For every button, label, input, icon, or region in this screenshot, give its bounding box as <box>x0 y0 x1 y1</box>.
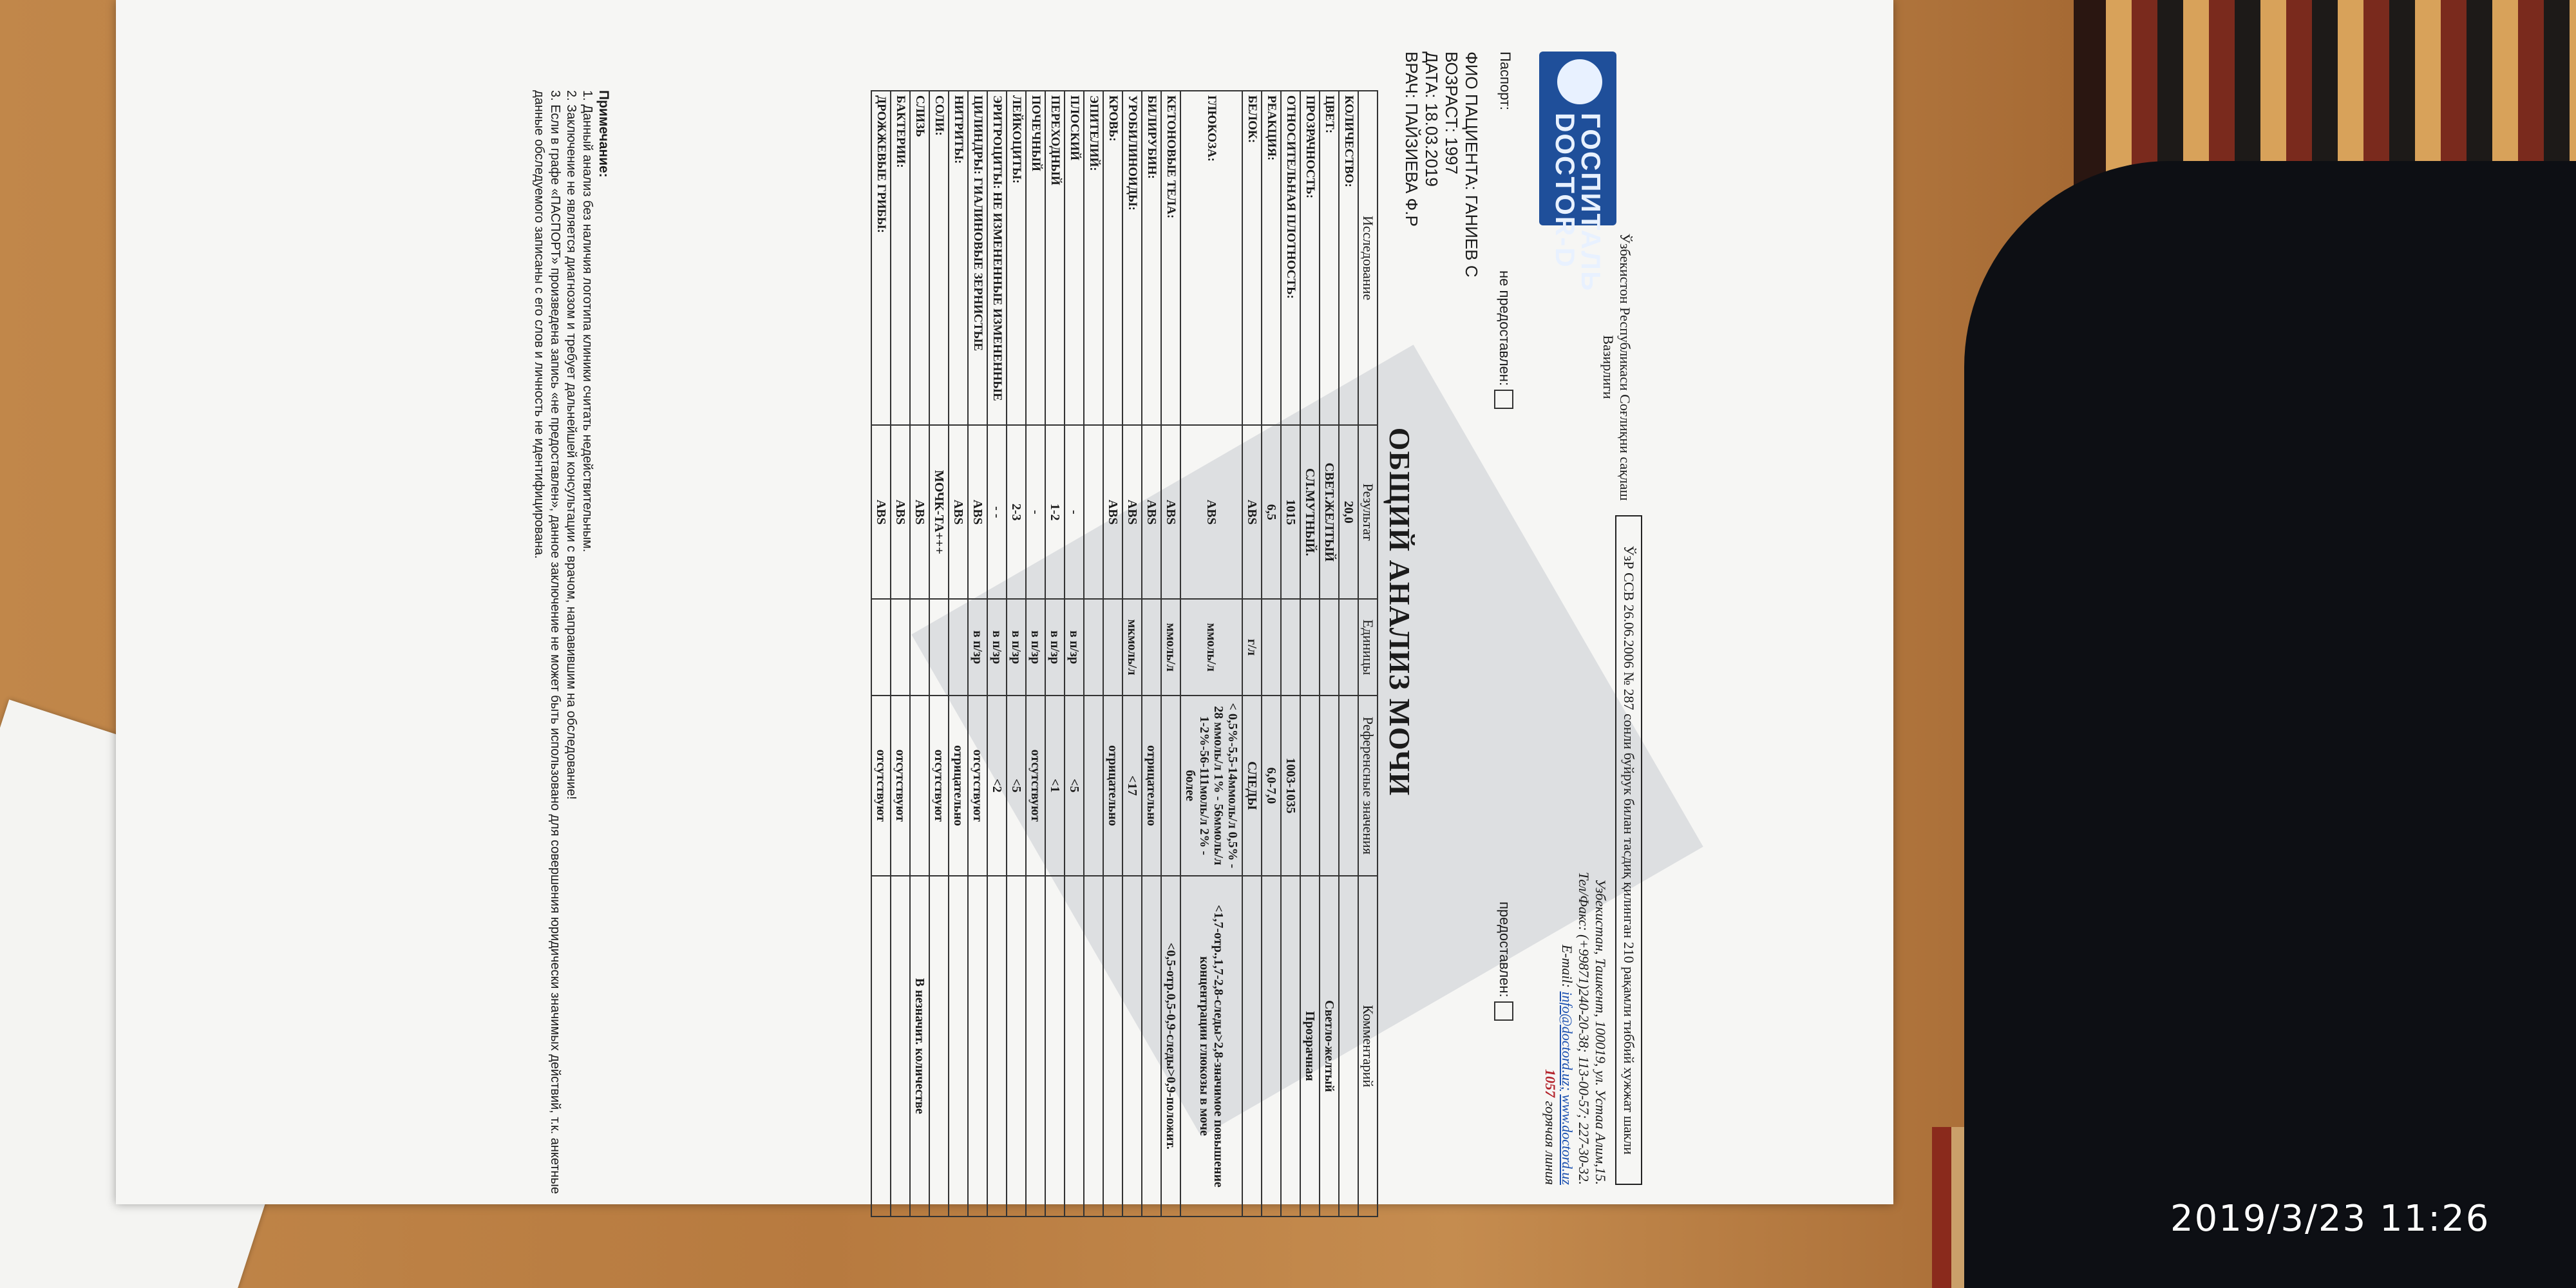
not-provided-checkbox[interactable] <box>1494 390 1513 409</box>
result-name: УРОБИЛИНОИДЫ: <box>1122 91 1142 425</box>
result-unit <box>891 599 910 696</box>
result-unit <box>1339 599 1358 696</box>
photo-timestamp: 2019/3/23 11:26 <box>2170 1198 2490 1240</box>
result-reference: отсутствуют <box>871 696 891 876</box>
table-row <box>1122 91 1142 1217</box>
table-row <box>1045 91 1065 1217</box>
column-header: Комментарий <box>1358 876 1378 1217</box>
clinic-address: Узбекистан, Ташкент, 100019, ул. Устаа Алим,15. Тел/Факс: (+99871)240-20-38; 113-00-57; 227-30-32. E-mail: info@doctord.uz; www.doctord.uz 1057 горячая линия <box>1542 871 1609 1185</box>
result-comment <box>1242 876 1262 1217</box>
logo-text: ГОСПИТАЛЬ DOCTOR-D <box>1550 113 1606 292</box>
table-row <box>1084 91 1103 1217</box>
clinic-header <box>1520 39 1642 501</box>
table-row <box>1300 91 1320 1217</box>
table-row <box>1007 91 1026 1217</box>
result-value: 20,0 <box>1339 425 1358 599</box>
result-comment: <0,5-отр.0,5-0,9-следы>0,9-положит. <box>1161 876 1180 1217</box>
result-value: 6,5 <box>1262 425 1281 599</box>
table-row <box>1180 91 1242 1217</box>
result-comment <box>1007 876 1026 1217</box>
result-unit <box>1300 599 1320 696</box>
result-value <box>1084 425 1103 599</box>
table-row <box>949 91 968 1217</box>
result-name: ЭПИТЕЛИЙ: <box>1084 91 1103 425</box>
result-reference: <5 <box>1007 696 1026 876</box>
result-unit: мкмоль/л <box>1122 599 1142 696</box>
result-reference: <1 <box>1045 696 1065 876</box>
table-row <box>1103 91 1122 1217</box>
result-value: 1-2 <box>1045 425 1065 599</box>
column-header: Результат <box>1358 425 1378 599</box>
result-name: КОЛИЧЕСТВО: <box>1339 91 1358 425</box>
result-reference: отсутствуют <box>1026 696 1045 876</box>
table-row <box>1065 91 1084 1217</box>
result-unit: в п/зр <box>987 599 1007 696</box>
result-name: БАКТЕРИИ: <box>891 91 910 425</box>
result-unit: в п/зр <box>968 599 987 696</box>
result-comment <box>1045 876 1065 1217</box>
result-unit: в п/зр <box>1007 599 1026 696</box>
result-comment: <1,7-отр.,1,7-2,8-следы>2,8-значимое повышение концентрации глюкозы в моче <box>1180 876 1242 1217</box>
result-name: ДРОЖЖЕВЫЕ ГРИБЫ: <box>871 91 891 425</box>
result-value: - <box>1065 425 1084 599</box>
result-reference: <5 <box>1065 696 1084 876</box>
result-reference <box>1161 696 1180 876</box>
result-unit <box>929 599 949 696</box>
result-reference: <2 <box>987 696 1007 876</box>
result-unit <box>1281 599 1300 696</box>
license-block <box>1542 515 1642 1185</box>
report-date: ДАТА: 18.03.2019 <box>1422 52 1441 187</box>
notes-section <box>531 90 612 1217</box>
result-name: ЭРИТРОЦИТЫ: НЕ ИЗМЕНЕННЫЕ ИЗМЕНЕННЫЕ <box>987 91 1007 425</box>
result-reference: 1003-1035 <box>1281 696 1300 876</box>
result-comment <box>968 876 987 1217</box>
result-reference <box>1339 696 1358 876</box>
notes-title: Примечание: <box>596 90 611 178</box>
result-reference <box>1320 696 1339 876</box>
result-comment: Светло-желтый <box>1320 876 1339 1217</box>
result-name: ЦВЕТ: <box>1320 91 1339 425</box>
result-value: ABS <box>1180 425 1242 599</box>
result-reference: СЛЕДЫ <box>1242 696 1262 876</box>
result-reference: отрицательно <box>949 696 968 876</box>
result-reference <box>1300 696 1320 876</box>
table-row <box>1026 91 1045 1217</box>
table-row <box>1281 91 1300 1217</box>
table-row <box>1339 91 1358 1217</box>
result-unit: ммоль/л <box>1180 599 1242 696</box>
table-row <box>929 91 949 1217</box>
result-name: БЕЛОК: <box>1242 91 1262 425</box>
result-reference <box>910 696 929 876</box>
result-reference: отсутствуют <box>891 696 910 876</box>
result-value: МОЧК-ТА+++ <box>929 425 949 599</box>
result-unit <box>871 599 891 696</box>
table-row <box>1161 91 1180 1217</box>
patient-age: ВОЗРАСТ: 1997 <box>1442 52 1461 175</box>
result-value: ABS <box>1103 425 1122 599</box>
result-comment <box>929 876 949 1217</box>
result-unit <box>1084 599 1103 696</box>
result-comment <box>1281 876 1300 1217</box>
column-header: Референсные значения <box>1358 696 1378 876</box>
result-reference: < 0,5%-5,5-14ммоль/л 0,5% - 28 ммоль/л 1% - 56ммоль/л 1-2%-56-111моль/л 2% - более <box>1180 696 1242 876</box>
license-text: ЎзР ССВ 26.06.2006 № 287 сонли буйрук билан тасдиқ қилинган 210 рақамли тиббий хужжат шакли <box>1615 515 1642 1185</box>
result-comment <box>1262 876 1281 1217</box>
result-value: ABS <box>949 425 968 599</box>
results-table <box>871 90 1378 1217</box>
result-reference: <17 <box>1122 696 1142 876</box>
result-unit <box>1320 599 1339 696</box>
result-unit <box>910 599 929 696</box>
result-unit <box>1142 599 1161 696</box>
result-value: СВЕТ.ЖЕЛТЫЙ <box>1320 425 1339 599</box>
result-name: ПРОЗРАЧНОСТЬ: <box>1300 91 1320 425</box>
result-name: СОЛИ: <box>929 91 949 425</box>
table-row <box>1320 91 1339 1217</box>
result-comment: Прозрачная <box>1300 876 1320 1217</box>
result-name: КЕТОНОВЫЕ ТЕЛА: <box>1161 91 1180 425</box>
result-name: ПОЧЕЧНЫЙ <box>1026 91 1045 425</box>
result-comment <box>1103 876 1122 1217</box>
result-name: КРОВЬ: <box>1103 91 1122 425</box>
table-row <box>1262 91 1281 1217</box>
table-row <box>871 91 891 1217</box>
provided-label: предоставлен: <box>1497 902 1513 998</box>
result-unit <box>1103 599 1122 696</box>
doctor-name: ВРАЧ: ПАЙЗИЕВА Ф.Р <box>1402 52 1421 227</box>
hotline-number: 1057 <box>1542 1069 1558 1098</box>
result-value: ABS <box>1142 425 1161 599</box>
result-value: ABS <box>891 425 910 599</box>
report-title: ОБЩИЙ АНАЛИЗ МОЧИ <box>1383 427 1416 797</box>
result-comment <box>1142 876 1161 1217</box>
result-comment <box>891 876 910 1217</box>
ministry-name: Ўзбекистон Республикаси Соғлиқни сақлаш Вазирлиги <box>1600 233 1633 501</box>
result-reference: отрицательно <box>1142 696 1161 876</box>
result-reference: отсутствуют <box>968 696 987 876</box>
result-comment <box>1084 876 1103 1217</box>
column-header: Единицы <box>1358 599 1378 696</box>
result-name: СЛИЗЬ <box>910 91 929 425</box>
result-value: - <box>1026 425 1045 599</box>
note-item: 2. Заключение не является диагнозом и требует дальнейшей консультации с врачом, направившим на обследование! <box>564 90 578 800</box>
result-value: 1015 <box>1281 425 1300 599</box>
result-name: НИТРИТЫ: <box>949 91 968 425</box>
passport-label: Паспорт: <box>1497 52 1513 111</box>
result-value: ABS <box>910 425 929 599</box>
clinic-logo <box>1539 52 1616 292</box>
table-row <box>987 91 1007 1217</box>
result-value: ABS <box>1161 425 1180 599</box>
logo-emblem-icon <box>1557 59 1602 104</box>
table-row <box>1242 91 1262 1217</box>
result-name: ПЛОСКИЙ <box>1065 91 1084 425</box>
result-reference: 6,0-7,0 <box>1262 696 1281 876</box>
column-header: Исследование <box>1358 91 1378 425</box>
result-unit <box>949 599 968 696</box>
result-value: 2-3 <box>1007 425 1026 599</box>
result-name: ПЕРЕХОДНЫЙ <box>1045 91 1065 425</box>
table-row <box>1142 91 1161 1217</box>
result-comment <box>1122 876 1142 1217</box>
result-unit: в п/зр <box>1065 599 1084 696</box>
result-unit <box>1262 599 1281 696</box>
table-row <box>910 91 929 1217</box>
result-value: ABS <box>1122 425 1142 599</box>
result-name: ЦИЛИНДРЫ: ГИАЛИНОВЫЕ ЗЕРНИСТЫЕ <box>968 91 987 425</box>
note-item: 3. Если в графе «ПАСПОРТ» произведена запись «не предоставлен», данное заключение не может быть использовано для совершения юридически значимых действий, т.к. анкетные данные обследуемого записаны с его слов и личность не идентифицирована. <box>532 90 562 1195</box>
result-comment <box>1065 876 1084 1217</box>
result-comment <box>949 876 968 1217</box>
result-name: ГЛЮКОЗА: <box>1180 91 1242 425</box>
result-value: - - <box>987 425 1007 599</box>
not-provided-label: не предоставлен: <box>1497 270 1513 386</box>
result-value: ABS <box>968 425 987 599</box>
result-name: ЛЕЙКОЦИТЫ: <box>1007 91 1026 425</box>
email-link[interactable]: info@doctord.uz; <box>1559 991 1575 1091</box>
result-reference <box>1084 696 1103 876</box>
result-unit: в п/зр <box>1045 599 1065 696</box>
result-comment: В незначит. количестве <box>910 876 929 1217</box>
result-reference: отсутствуют <box>929 696 949 876</box>
table-row <box>968 91 987 1217</box>
website-link[interactable]: www.doctord.uz <box>1559 1094 1575 1185</box>
hotline-label: горячая линия <box>1542 1101 1558 1185</box>
note-item: 1. Данный анализ без наличия логотипа клиники считать недействительным. <box>580 90 594 553</box>
result-reference: отрицательно <box>1103 696 1122 876</box>
result-unit: ммоль/л <box>1161 599 1180 696</box>
result-unit: г/л <box>1242 599 1262 696</box>
result-name: РЕАКЦИЯ: <box>1262 91 1281 425</box>
result-comment <box>1026 876 1045 1217</box>
report-content <box>97 39 1642 1195</box>
result-comment <box>871 876 891 1217</box>
patient-name: ФИО ПАЦИЕНТА: ГАНИЕВ С <box>1462 52 1481 278</box>
table-header-row <box>1358 91 1378 1217</box>
result-unit: в п/зр <box>1026 599 1045 696</box>
result-value: ABS <box>1242 425 1262 599</box>
dark-cloth <box>1964 161 2576 1288</box>
result-name: ОТНОСИТЕЛЬНАЯ ПЛОТНОСТЬ: <box>1281 91 1300 425</box>
table-row <box>891 91 910 1217</box>
result-name: БИЛИРУБИН: <box>1142 91 1161 425</box>
result-comment <box>1339 876 1358 1217</box>
result-comment <box>987 876 1007 1217</box>
provided-checkbox[interactable] <box>1494 1001 1513 1021</box>
result-value: СЛ.МУТНЫЙ. <box>1300 425 1320 599</box>
result-value: ABS <box>871 425 891 599</box>
